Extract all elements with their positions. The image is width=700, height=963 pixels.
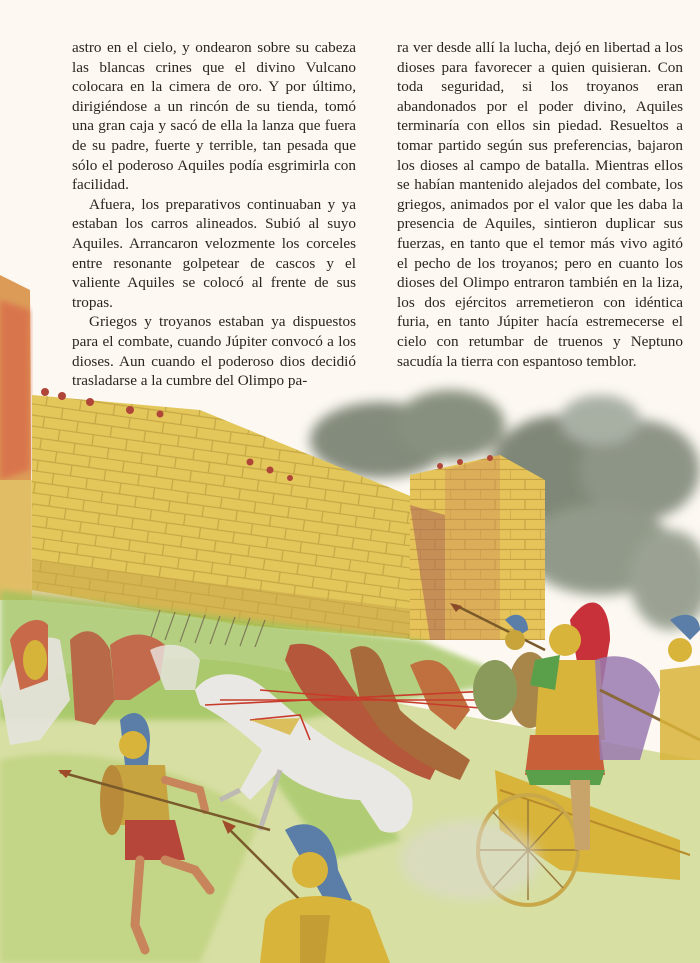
- paragraph: astro en el cielo, y ondearon sobre su cabeza las blancas crines que el divino Vulcano colocara en la cimera de oro. Y por último, dirigiéndose a un rincón de su tienda, tomó una gran caja y sacó de ella la lanza que fuera de su padre, fuerte y terrible, tan pesada que sólo el poderoso Aquiles podía esgrimirla con facilidad.: [72, 39, 356, 194]
- cloak: [595, 656, 660, 760]
- left-tower: [0, 275, 32, 600]
- right-warrior: [660, 615, 700, 760]
- paragraph: Afuera, los preparativos continuaban y ya estaban los carros alineados. Subió al suyo Aquiles. Arrancaron velozmente los corceles entre resonante golpetear de cascos y el valiente Aquiles se colocó al frente de sus tropas.: [72, 195, 356, 311]
- paragraph: ra ver desde allí la lucha, dejó en libertad a los dioses para favorecer a quien quisieran. Con toda seguridad, si los troyanos eran abandonados por el poder divino, Aquiles terminaría con ellos sin piedad. Resueltos a tomar partido según sus preferencias, bajaron los dioses al campo de batalla. Mientras ellos se habían mantenido alejados del combate, los griegos, animados por el valor que les daba la presencia de Aquiles, sintieron duplicar sus fuerzas, en tanto que el temor más vivo agitó el pecho de los troyanos; pero en cuanto los dioses del Olimpo entraron también en la liza, los dos ejércitos arremetieron con idéntica furia, en tanto Júpiter hacía estremecerse el cielo con retumbar de truenos y Neptuno sacudía la tierra con espantoso temblor.: [397, 39, 683, 370]
- battle-illustration: [0, 255, 700, 963]
- shield: [100, 765, 124, 835]
- helmet: [119, 731, 147, 759]
- tunic: [125, 820, 185, 860]
- paragraph: Griegos y troyanos estaban ya dispuestos para el combate, cuando Júpiter convocó a los dioses. Aun cuando el poderoso dios decidió trasladarse a la cumbre del Olimpo pa-: [72, 313, 356, 390]
- helmet: [292, 852, 328, 888]
- helmet: [549, 624, 581, 656]
- right-tower: [410, 455, 545, 640]
